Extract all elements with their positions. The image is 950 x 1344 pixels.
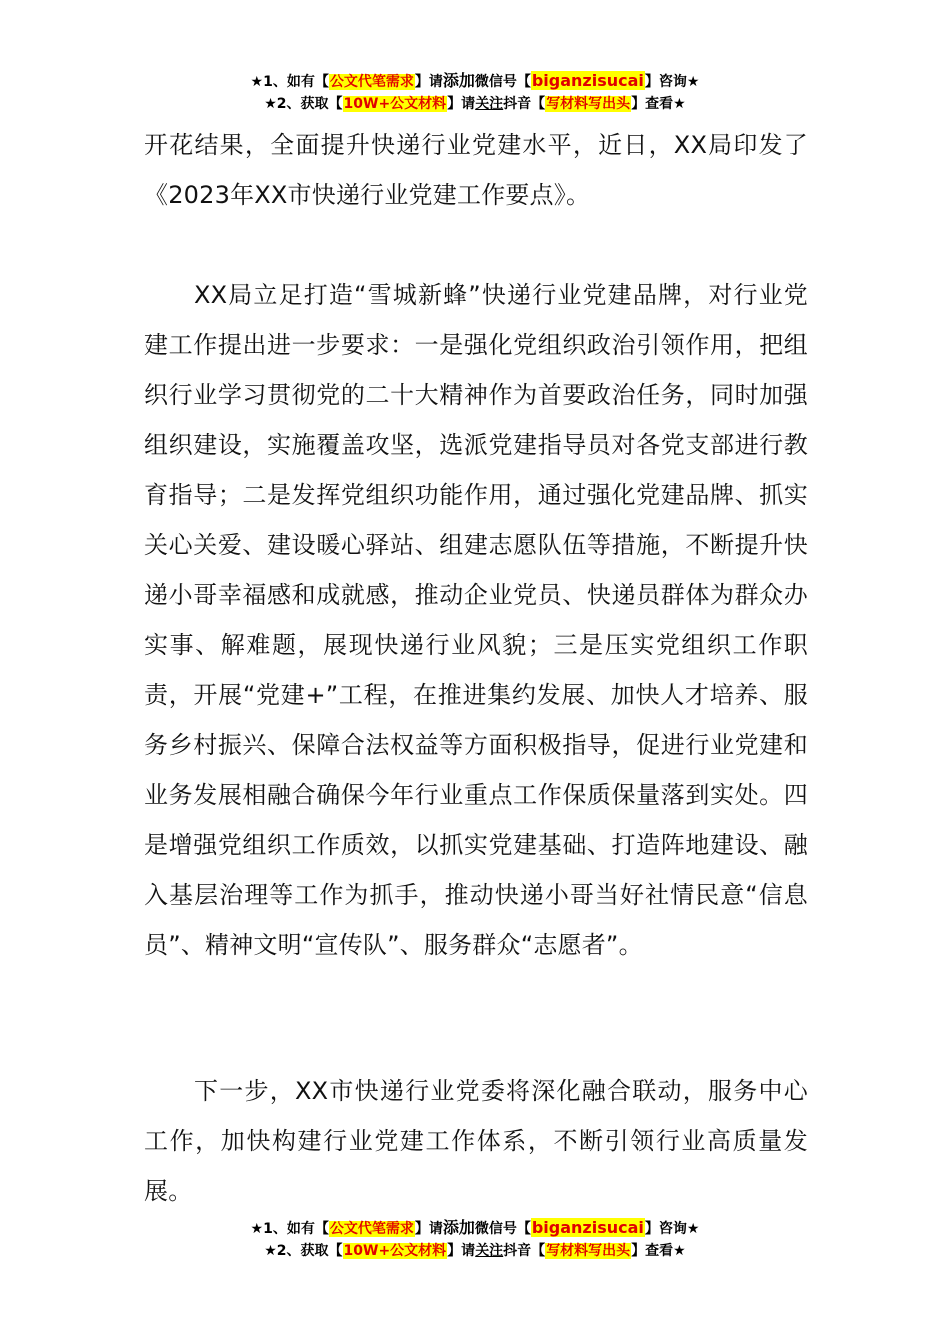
promo-text: 】查看★ [631, 96, 686, 112]
promo-text: 抖音【 [503, 1243, 546, 1259]
promo-banner-bottom [0, 1217, 950, 1262]
promo-text: 】查看★ [631, 1243, 686, 1259]
promo-text: 】请 [414, 74, 443, 90]
promo-emphasis: 添加 [442, 71, 475, 90]
promo-highlight: 公文代笔需求 [329, 74, 414, 90]
paragraph-3 [144, 1066, 808, 1216]
promo-wechat-id: biganzisucai [531, 1218, 644, 1237]
promo-emphasis: 关注 [475, 96, 504, 112]
promo-highlight: 公文代笔需求 [329, 1221, 414, 1237]
promo-douyin-id: 写材料写出头 [546, 1243, 631, 1259]
promo-text: 微信号【 [474, 1221, 531, 1237]
promo-text: 抖音【 [503, 96, 546, 112]
promo-emphasis: 添加 [442, 1218, 475, 1237]
promo-highlight: 10W+公文材料 [343, 1243, 447, 1259]
promo-text: 】咨询★ [644, 74, 700, 90]
paragraph-text: 开花结果，全面提升快递行业党建水平，近日，XX局印发了《2023年XX市快递行业党建工作要点》。 [144, 131, 808, 209]
promo-highlight: 10W+公文材料 [343, 96, 447, 112]
promo-line-1 [0, 1217, 950, 1240]
promo-line-2 [0, 1240, 950, 1262]
paragraph-1 [144, 120, 808, 220]
promo-text: ★2、获取【 [264, 96, 343, 112]
promo-text: 】请 [414, 1221, 443, 1237]
promo-line-2 [0, 93, 950, 115]
promo-text: ★1、如有【 [250, 74, 329, 90]
promo-banner-top [0, 70, 950, 115]
promo-text: 微信号【 [474, 74, 531, 90]
promo-text: 】咨询★ [644, 1221, 700, 1237]
promo-text: ★2、获取【 [264, 1243, 343, 1259]
paragraph-text: 下一步，XX市快递行业党委将深化融合联动，服务中心工作，加快构建行业党建工作体系，不断引领行业高质量发展。 [144, 1077, 808, 1205]
promo-text: ★1、如有【 [250, 1221, 329, 1237]
promo-douyin-id: 写材料写出头 [546, 96, 631, 112]
promo-text: 】请 [447, 96, 476, 112]
promo-line-1 [0, 70, 950, 93]
promo-text: 】请 [447, 1243, 476, 1259]
promo-emphasis: 关注 [475, 1243, 504, 1259]
paragraph-text: XX局立足打造“雪城新蜂”快递行业党建品牌，对行业党建工作提出进一步要求：一是强化党组织政治引领作用，把组织行业学习贯彻党的二十大精神作为首要政治任务，同时加强组织建设，实施覆盖攻坚，选派党建指导员对各党支部进行教育指导；二是发挥党组织功能作用，通过强化党建品牌、抓实关心关爱、建设暖心驿站、组建志愿队伍等措施，不断提升快递小哥幸福感和成就感，推动企业党员、快递员群体为群众办实事、解难题，展现快递行业风貌；三是压实党组织工作职责，开展“党建+”工程，在推进集约发展、加快人才培养、服务乡村振兴、保障合法权益等方面积极指导，促进行业党建和业务发展相融合确保今年行业重点工作保质保量落到实处。四是增强党组织工作质效，以抓实党建基础、打造阵地建设、融入基层治理等工作为抓手，推动快递小哥当好社情民意“信息员”、精神文明“宣传队”、服务群众“志愿者”。 [144, 281, 808, 959]
promo-wechat-id: biganzisucai [531, 71, 644, 90]
paragraph-2 [144, 270, 808, 970]
